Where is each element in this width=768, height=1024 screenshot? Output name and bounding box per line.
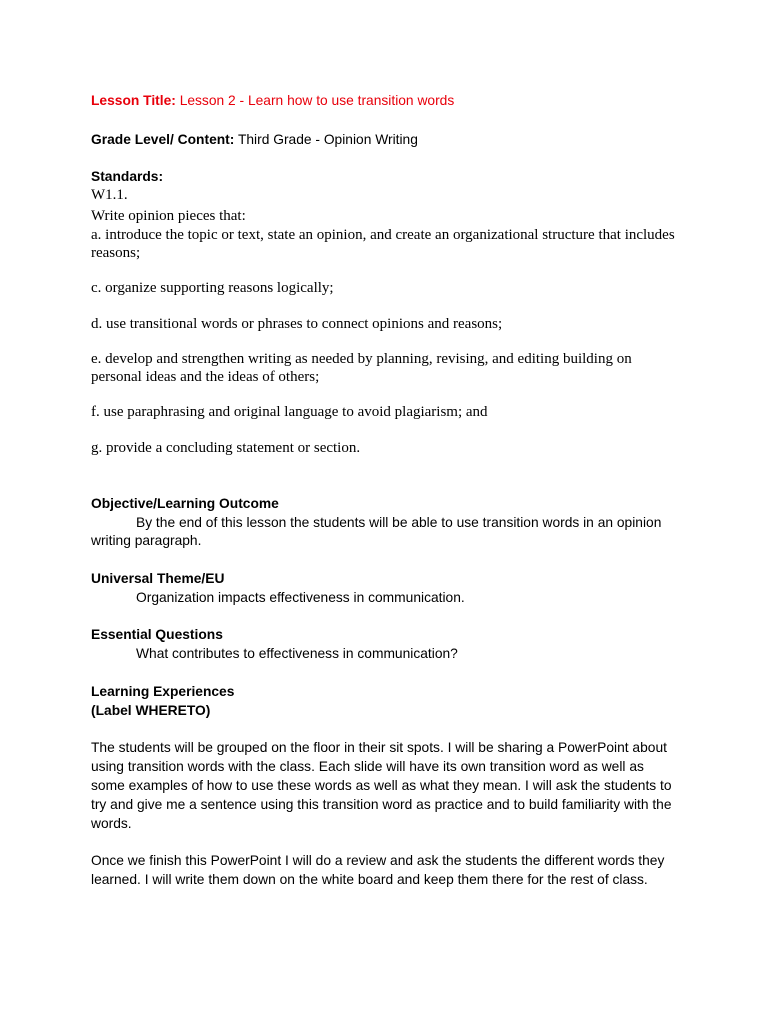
standard-item-e-line: personal ideas and the ideas of others; [91,369,320,385]
objective-heading: Objective/Learning Outcome [91,496,279,511]
objective-text-line: By the end of this lesson the students will be able to use transition words in an opinion [136,515,662,530]
standard-item-e-line: e. develop and strengthen writing as needed by planning, revising, and editing building on [91,351,632,367]
paragraph-line: some examples of how to use these words as well as what they mean. I will ask the students to [91,778,672,793]
essential-questions-heading: Essential Questions [91,627,223,642]
grade-level-value: Third Grade - Opinion Writing [237,132,418,147]
grade-level [91,130,418,149]
universal-theme-heading: Universal Theme/EU [91,571,225,586]
lesson-title [91,91,454,110]
standard-item-a-line: reasons; [91,245,141,261]
universal-theme-text: Organization impacts effectiveness in communication. [136,590,465,605]
standard-item-f-line: f. use paraphrasing and original language to avoid plagiarism; and [91,404,488,420]
lesson-title-value: Lesson 2 - Learn how to use transition words [179,93,455,108]
standard-item-d-line: d. use transitional words or phrases to connect opinions and reasons; [91,316,503,332]
essential-questions-text: What contributes to effectiveness in communication? [136,646,458,661]
standard-item-a-line: a. introduce the topic or text, state an opinion, and create an organizational structure that includes [91,227,675,243]
learning-experiences-heading: Learning Experiences [91,684,235,699]
paragraph-line: Once we finish this PowerPoint I will do a review and ask the students the different words they [91,853,665,868]
standards-heading: Standards: [91,169,164,184]
paragraph-line: words. [91,816,132,831]
grade-level-label: Grade Level/ Content: [91,132,235,147]
learning-experiences-subheading: (Label WHERETO) [91,703,211,718]
standard-item-g-line: g. provide a concluding statement or section. [91,440,361,456]
objective-text-line: writing paragraph. [91,533,202,548]
standards-intro: Write opinion pieces that: [91,208,246,224]
standards-code: W1.1. [91,187,128,203]
paragraph-line: learned. I will write them down on the white board and keep them there for the rest of class. [91,872,648,887]
paragraph-line: try and give me a sentence using this transition word as practice and to build familiarity with the [91,797,672,812]
paragraph-line: The students will be grouped on the floor in their sit spots. I will be sharing a PowerPoint about [91,740,667,755]
lesson-title-label: Lesson Title: [91,93,176,108]
paragraph-line: using transition words with the class. Each slide will have its own transition word as well as [91,759,644,774]
standard-item-c-line: c. organize supporting reasons logically; [91,280,334,296]
